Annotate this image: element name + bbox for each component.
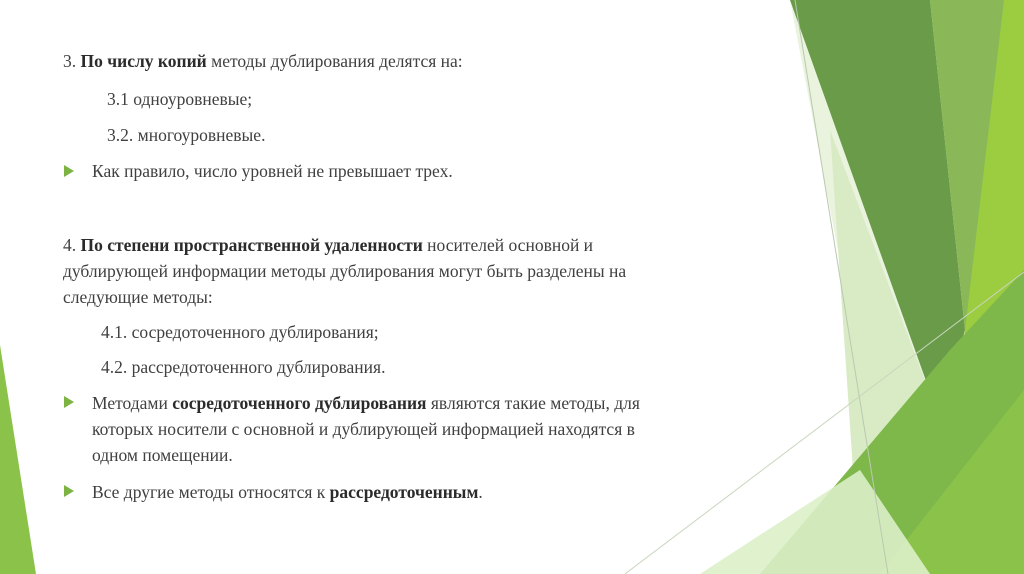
bullet2-rest: являются такие методы, для [430, 393, 640, 413]
item4-number: 4. [63, 235, 77, 255]
bullet3-text [92, 479, 483, 505]
bullet2-line2: которых носители с основной и дублирующей информацией находятся в [92, 419, 635, 439]
item4-line3: следующие методы: [63, 287, 213, 307]
bullet-arrow-icon [64, 485, 74, 497]
bullet3-bold: рассредоточенным [329, 482, 479, 502]
item3-number: 3. [63, 51, 77, 71]
item4-line2: дублирующей информации методы дублирования могут быть разделены на [63, 261, 627, 281]
bullet2-pre: Методами [92, 393, 168, 413]
item3-sub2: 3.2. многоуровневые. [107, 125, 266, 145]
bullet-arrow-icon [64, 165, 74, 177]
bullet2-line1 [92, 390, 640, 416]
item4-bold: По степени пространственной удаленности [80, 235, 423, 255]
item4-sub2: 4.2. рассредоточенного дублирования. [101, 357, 386, 377]
bullet3-post: . [478, 482, 483, 502]
item4-line1 [63, 232, 593, 258]
bullet2-line3: одном помещении. [92, 445, 233, 465]
item4-sub1: 4.1. сосредоточенного дублирования; [101, 322, 379, 342]
bullet1-text: Как правило, число уровней не превышает трех. [92, 161, 453, 181]
item3-sub1: 3.1 одноуровневые; [107, 89, 253, 109]
item3-heading [63, 48, 463, 74]
item4-rest: носителей основной и [427, 235, 594, 255]
bullet3-pre: Все другие методы относятся к [92, 482, 326, 502]
item3-rest: методы дублирования делятся на: [211, 51, 463, 71]
item3-bold: По числу копий [80, 51, 207, 71]
bullet2-bold: сосредоточенного дублирования [172, 393, 427, 413]
bullet-arrow-icon [64, 396, 74, 408]
